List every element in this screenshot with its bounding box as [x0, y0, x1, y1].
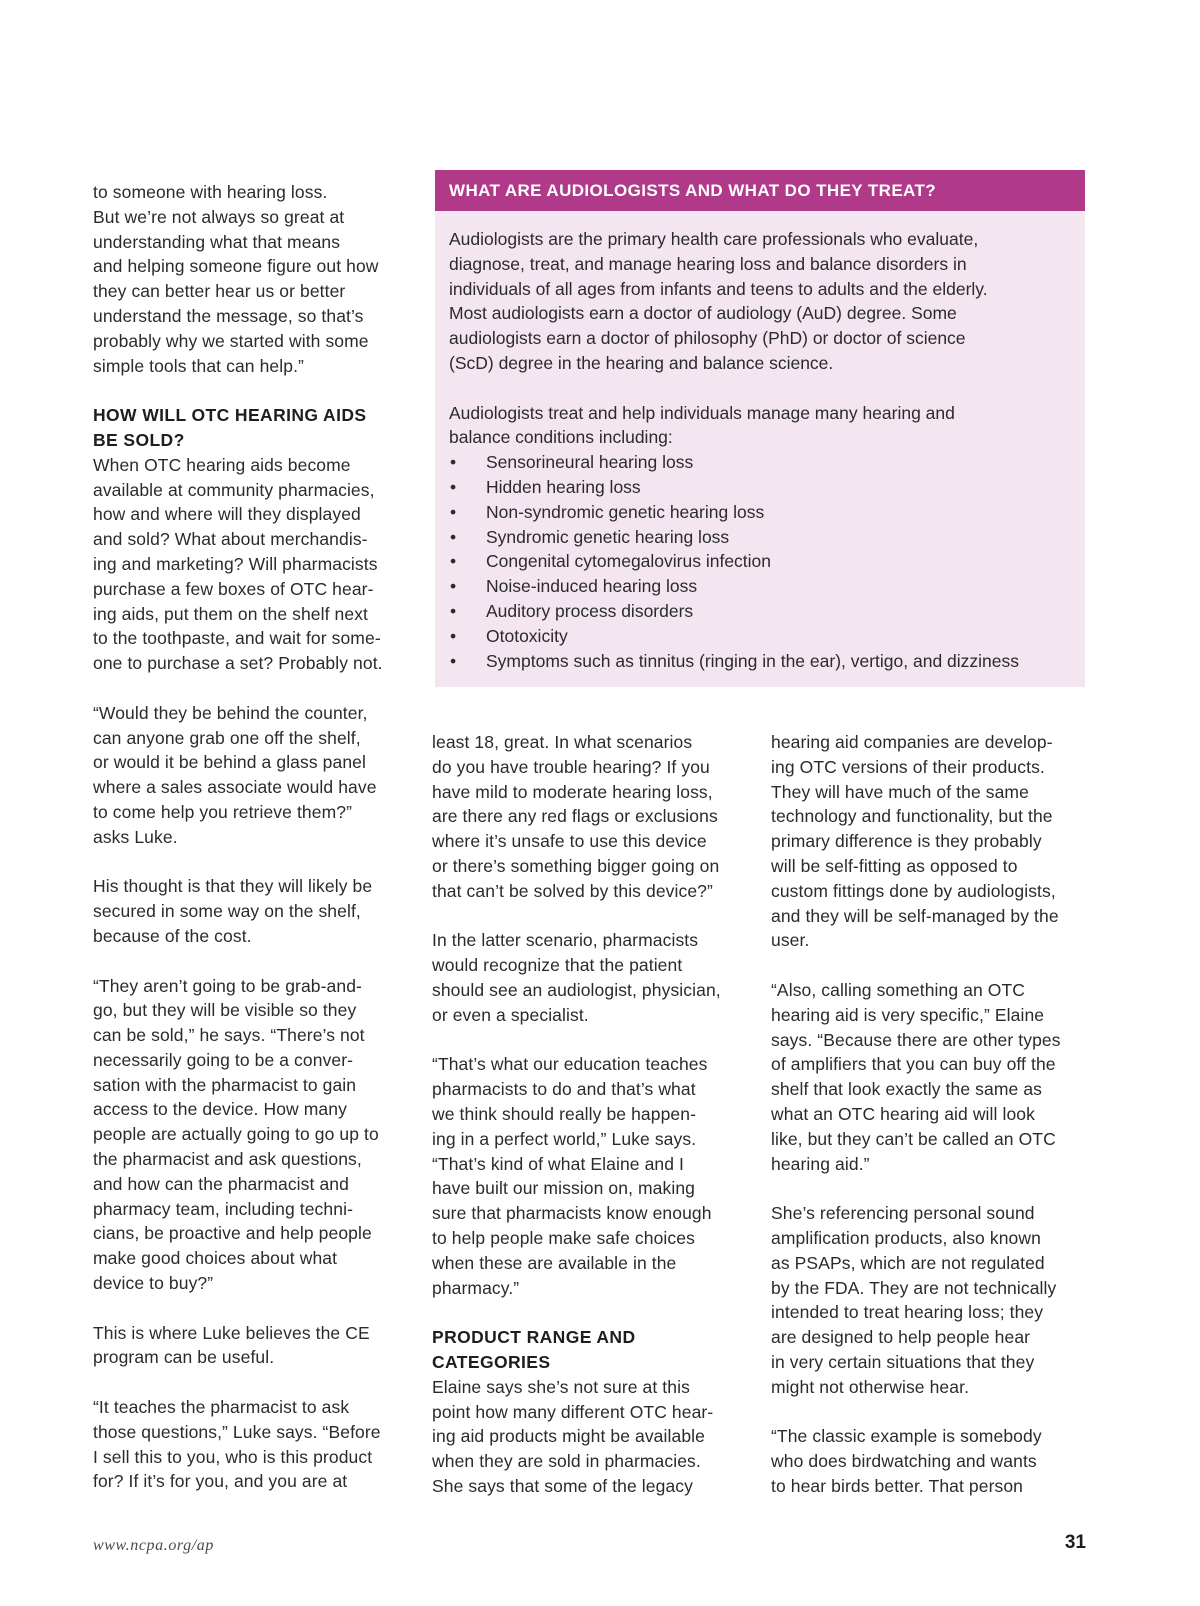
- section-heading: PRODUCT RANGE AND CATEGORIES: [432, 1327, 636, 1372]
- list-item: • Ototoxicity: [449, 624, 1071, 649]
- list-item: • Congenital cytomegalovirus infection: [449, 549, 1071, 574]
- footer-url: www.ncpa.org/ap: [93, 1537, 215, 1554]
- paragraph: “That’s what our education teaches pharmacists to do and that’s what we think should really be happen- ing in a perfect world,” Luke says. “That’s kind of what Elaine and I have built our mission on, making sure that pharmacists know enough to help people make safe choices when these are available in the pharmacy.”: [432, 1054, 712, 1298]
- list-item: • Hidden hearing loss: [449, 475, 1071, 500]
- article-column-2: [432, 730, 752, 1499]
- audiologists-sidebar-box: [435, 170, 1085, 687]
- paragraph: She’s referencing personal sound amplification products, also known as PSAPs, which are not regulated by the FDA. They are not technically intended to treat hearing loss; they are designed to help people hear in very certain situations that they might not otherwise hear.: [771, 1203, 1057, 1397]
- paragraph: “The classic example is somebody who does birdwatching and wants to hear birds better. That person: [771, 1426, 1042, 1496]
- list-item: • Noise-induced hearing loss: [449, 574, 1071, 599]
- paragraph: This is where Luke believes the CE program can be useful.: [93, 1322, 370, 1368]
- paragraph: “Also, calling something an OTC hearing aid is very specific,” Elaine says. “Because there are other types of amplifiers that you can buy off the shelf that look exactly the same as what an OTC hearing aid will look like, but they can’t be called an OTC hearing aid.”: [771, 979, 1061, 1174]
- sidebar-title: WHAT ARE AUDIOLOGISTS AND WHAT DO THEY TREAT?: [435, 170, 1085, 211]
- paragraph: hearing aid companies are develop- ing OTC versions of their products. They will have much of the same technology and functionality, but the primary difference is they probably will be self-fitting as opposed to custom fittings done by audiologists, and they will be self-managed by the user.: [771, 732, 1059, 951]
- list-item: • Non-syndromic genetic hearing loss: [449, 500, 1071, 525]
- paragraph: to someone with hearing loss. But we’re not always so great at understanding what that means and helping someone figure out how they can better hear us or better understand the message, so that’s probably why we started with some simple tools that can help.”: [93, 182, 379, 376]
- paragraph: “It teaches the pharmacist to ask those questions,” Luke says. “Before I sell this to you, who is this product for? If it’s for you, and you are at: [93, 1397, 381, 1492]
- sidebar-body: [435, 211, 1085, 673]
- sidebar-paragraph: Audiologists treat and help individuals manage many hearing and balance conditions including:: [449, 402, 955, 448]
- paragraph: least 18, great. In what scenarios do you have trouble hearing? If you have mild to moderate hearing loss, are there any red flags or exclusions where it’s unsafe to use this device or there’s something bigger going on that can’t be solved by this device?”: [432, 732, 720, 901]
- paragraph: “They aren’t going to be grab-and- go, but they will be visible so they can be sold,” he says. “There’s not necessarily going to be a conver- sation with the pharmacist to gain access to the device. How many people are actually going to go up to the pharmacist and ask questions, and how can the pharmacist and pharmacy team, including techni- cians, be proactive and help people make good choices about what device to buy?”: [93, 975, 379, 1294]
- paragraph: His thought is that they will likely be secured in some way on the shelf, because of the cost.: [93, 876, 373, 946]
- list-item: • Auditory process disorders: [449, 599, 1071, 624]
- paragraph: When OTC hearing aids become available at community pharmacies, how and where will they displayed and sold? What about merchandis- ing and marketing? Will pharmacists purchase a few boxes of OTC hear- ing aids, put them on the shelf next to the toothpaste, and wait for some- one to purchase a set? Probably not.: [93, 454, 383, 674]
- conditions-list: [449, 450, 1071, 673]
- paragraph: “Would they be behind the counter, can anyone grab one off the shelf, or would it be behind a glass panel where a sales associate would have to come help you retrieve them?” asks Luke.: [93, 702, 377, 847]
- paragraph: Elaine says she’s not sure at this point how many different OTC hear- ing aid products might be available when they are sold in pharmacies. She says that some of the legacy: [432, 1376, 714, 1496]
- paragraph: In the latter scenario, pharmacists would recognize that the patient should see an audiologist, physician, or even a specialist.: [432, 930, 721, 1025]
- sidebar-paragraph: Audiologists are the primary health care professionals who evaluate, diagnose, treat, and manage hearing loss and balance disorders in individuals of all ages from infants and teens to adults and the elderly. Most audiologists earn a doctor of audiology (AuD) degree. Some audiologists earn a doctor of philosophy (PhD) or doctor of science (ScD) degree in the hearing and balance science.: [449, 229, 988, 373]
- page-number: 31: [1064, 1532, 1086, 1553]
- list-item: • Sensorineural hearing loss: [449, 450, 1071, 475]
- article-column-1: [93, 180, 413, 1494]
- article-column-3: [771, 730, 1091, 1499]
- list-item: • Syndromic genetic hearing loss: [449, 525, 1071, 550]
- section-heading: HOW WILL OTC HEARING AIDS BE SOLD?: [93, 405, 367, 450]
- list-item: • Symptoms such as tinnitus (ringing in the ear), vertigo, and dizziness: [449, 649, 1071, 674]
